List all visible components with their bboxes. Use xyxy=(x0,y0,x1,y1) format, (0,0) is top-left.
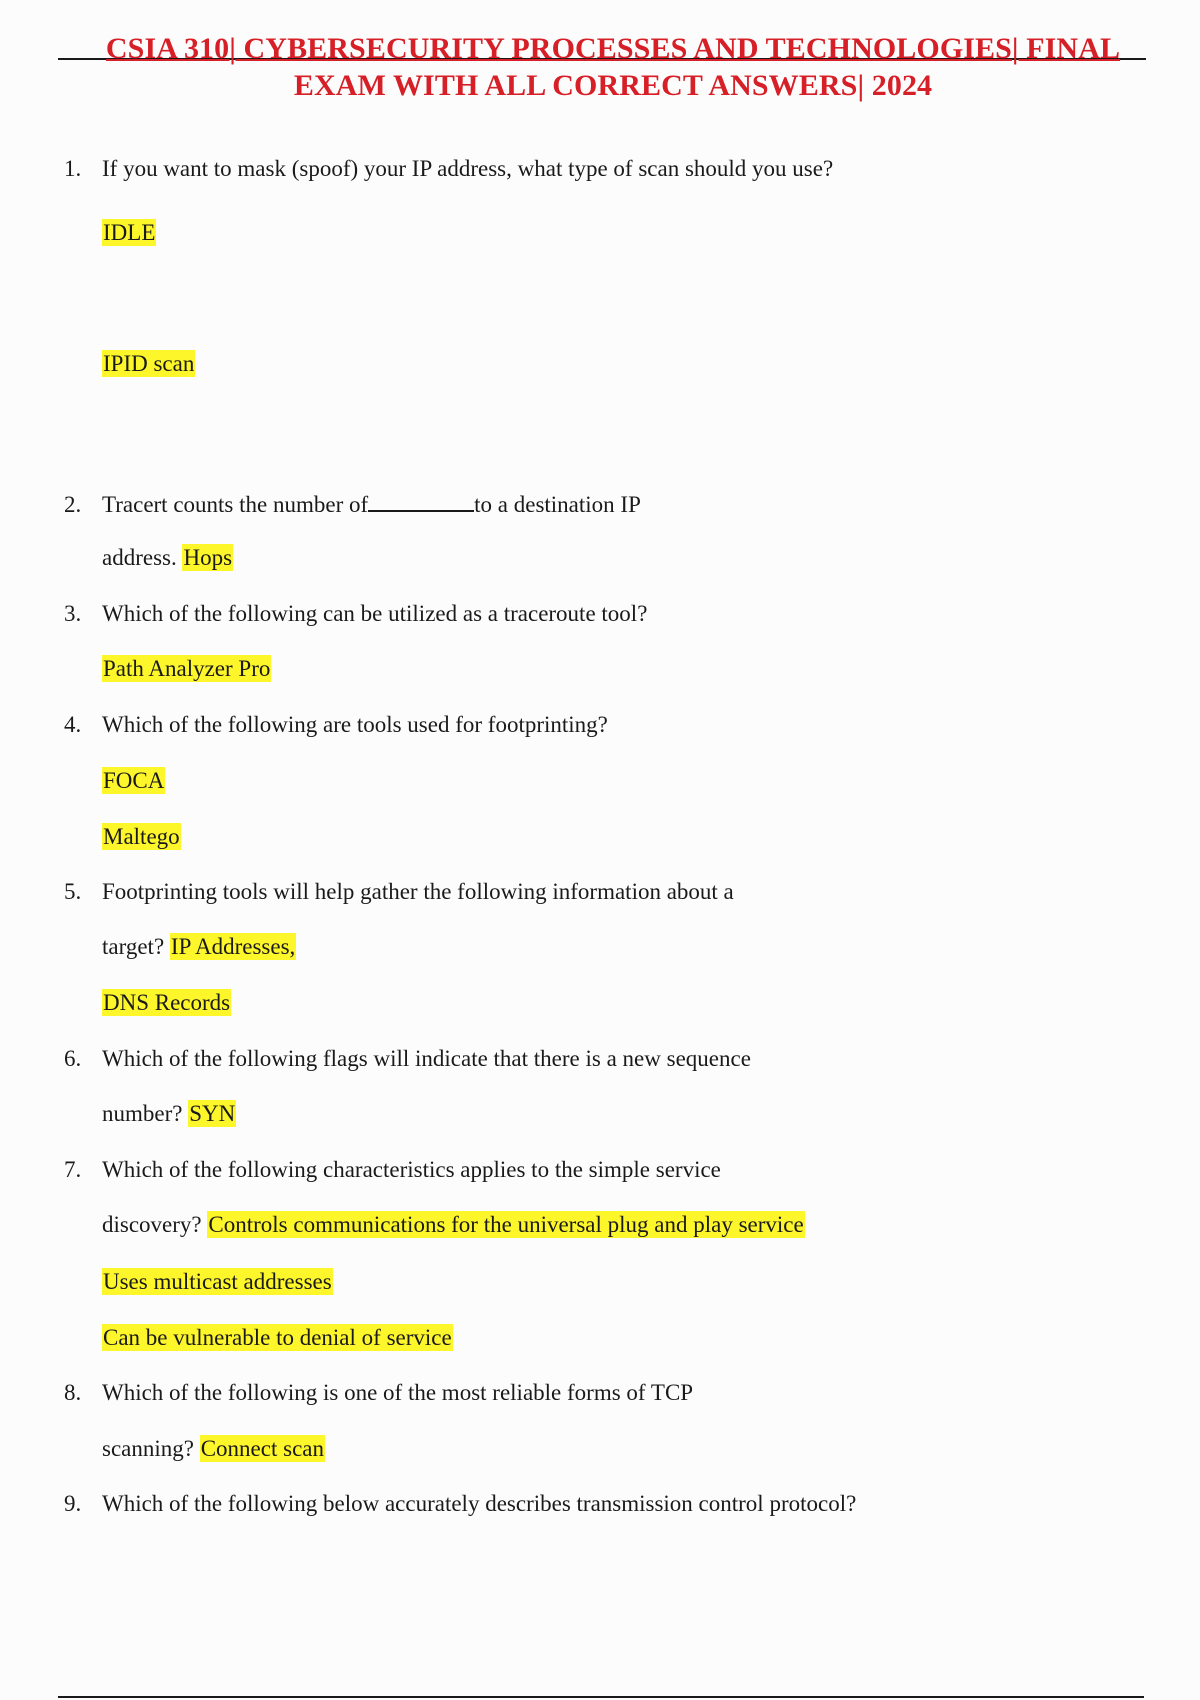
question-number: 7. xyxy=(64,1157,82,1182)
question-number: 3. xyxy=(64,601,82,626)
footer-rule xyxy=(58,1696,1144,1698)
question-text: Tracert counts the number of xyxy=(102,492,369,517)
question-2 xyxy=(64,488,641,520)
question-text-after: to a destination IP xyxy=(474,492,641,517)
question-text: Which of the following can be utilized as a traceroute tool? xyxy=(102,601,648,626)
question-continuation: target? xyxy=(102,934,170,959)
answer-5b xyxy=(102,988,231,1018)
answer-6 xyxy=(102,1099,236,1129)
question-number: 2. xyxy=(64,492,82,517)
highlighted-answer: Maltego xyxy=(103,824,180,849)
question-text: If you want to mask (spoof) your IP address, what type of scan should you use? xyxy=(102,156,834,181)
question-1 xyxy=(64,154,833,184)
title-line-2: EXAM WITH ALL CORRECT ANSWERS| 2024 xyxy=(293,69,933,102)
question-9 xyxy=(64,1489,856,1519)
highlighted-answer: Hops xyxy=(183,545,233,570)
question-continuation: scanning? xyxy=(102,1436,200,1461)
question-6 xyxy=(64,1044,751,1074)
answer-1b xyxy=(102,349,195,379)
question-3 xyxy=(64,599,647,629)
highlighted-answer: Path Analyzer Pro xyxy=(103,656,271,681)
answer-7b xyxy=(102,1267,333,1297)
question-continuation: discovery? xyxy=(102,1212,208,1237)
highlighted-answer: Connect scan xyxy=(200,1436,324,1461)
question-number: 5. xyxy=(64,879,82,904)
question-text: Which of the following are tools used for footprinting? xyxy=(102,712,608,737)
answer-8 xyxy=(102,1434,325,1464)
highlighted-answer: SYN xyxy=(189,1101,236,1126)
question-text: Which of the following is one of the most reliable forms of TCP xyxy=(102,1380,694,1405)
question-4 xyxy=(64,710,608,740)
question-text: Footprinting tools will help gather the following information about a xyxy=(102,879,734,904)
highlighted-answer: IDLE xyxy=(103,220,156,245)
highlighted-answer: DNS Records xyxy=(103,990,231,1015)
highlighted-answer: Controls communications for the universal plug and play service xyxy=(208,1212,804,1237)
highlighted-answer: Can be vulnerable to denial of service xyxy=(103,1325,452,1350)
question-8 xyxy=(64,1378,693,1408)
question-text: Which of the following characteristics applies to the simple service xyxy=(102,1157,721,1182)
question-continuation: number? xyxy=(102,1101,189,1126)
question-5 xyxy=(64,877,734,907)
answer-7a xyxy=(102,1210,805,1240)
answer-7c xyxy=(102,1323,453,1353)
document-title xyxy=(58,30,1168,104)
question-text: Which of the following below accurately describes transmission control protocol? xyxy=(102,1491,857,1516)
answer-3 xyxy=(102,654,271,684)
highlighted-answer: Uses multicast addresses xyxy=(103,1269,332,1294)
question-number: 8. xyxy=(64,1380,82,1405)
title-line-1: CSIA 310| CYBERSECURITY PROCESSES AND TECHNOLOGIES| FINAL xyxy=(105,32,1121,65)
question-7 xyxy=(64,1155,721,1185)
question-number: 1. xyxy=(64,156,82,181)
answer-5a xyxy=(102,932,296,962)
question-text: Which of the following flags will indicate that there is a new sequence xyxy=(102,1046,751,1071)
fill-in-blank xyxy=(368,488,474,512)
highlighted-answer: FOCA xyxy=(103,768,165,793)
question-continuation: address. xyxy=(102,545,183,570)
highlighted-answer: IP Addresses, xyxy=(170,934,296,959)
answer-1a xyxy=(102,218,156,248)
answer-2 xyxy=(102,543,233,573)
answer-4b xyxy=(102,822,181,852)
answer-4a xyxy=(102,766,165,796)
question-number: 9. xyxy=(64,1491,82,1516)
question-number: 6. xyxy=(64,1046,82,1071)
highlighted-answer: IPID scan xyxy=(103,351,195,376)
question-number: 4. xyxy=(64,712,82,737)
